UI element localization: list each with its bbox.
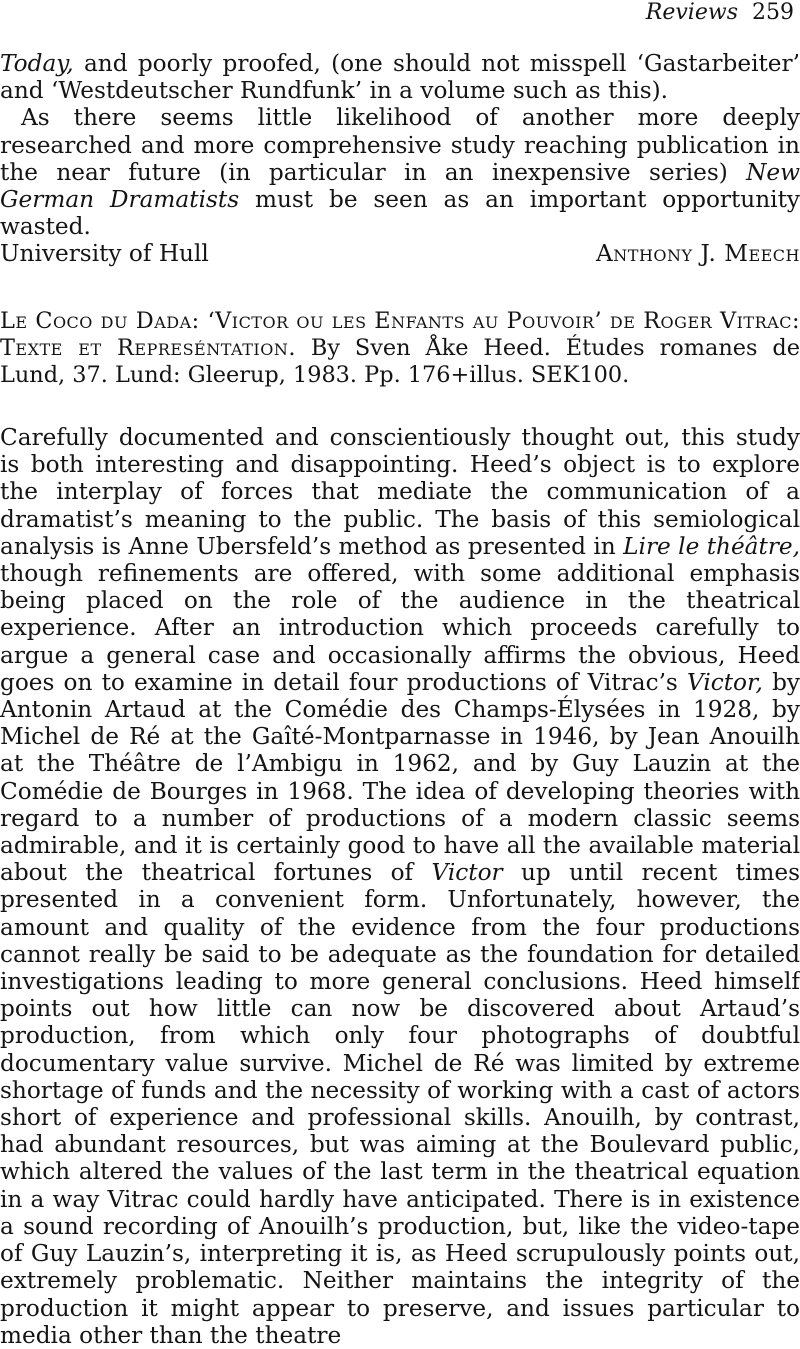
paragraph-text: Carefully documented and conscientiously thought out, this study is both interesting and disappointing. Heed’s object is to explore the interplay of forces that mediate the communication of a dramatist’s meaning to the public. The basis of this semiological analysis is Anne Ubersfeld’s method as presented in <box>0 424 800 560</box>
title-reference: Today, <box>0 50 74 77</box>
review-book-details: By Sven Åke Heed. Études romanes de Lund, 37. Lund: Gleerup, 1983. Pp. 176+illus. SEK100. <box>0 335 800 389</box>
review-text <box>0 424 800 1349</box>
reviewer-signature <box>0 240 800 267</box>
title-reference: Victor <box>431 859 503 887</box>
paragraph-text: As there seems little likelihood of another more deeply researched and more comprehensive study reaching publication in the near future (in particular in an inexpensive series) <box>0 104 800 186</box>
previous-review-paragraph-2 <box>0 104 800 240</box>
paragraph-text: though refinements are offered, with some additional emphasis being placed on the role of the audience in the theatrical experience. After an introduction which proceeds carefully to argue a general case and occasionally affirms the obvious, Heed goes on to examine in detail four productions of Vitrac’s <box>0 560 800 696</box>
review-heading <box>0 308 800 390</box>
previous-review-paragraph-1 <box>0 50 800 104</box>
paragraph-text: by Antonin Artaud at the Comédie des Champs-Élysées in 1928, by Michel de Ré at the Gaîté-Montparnasse in 1946, by Jean Anouilh at the Théâtre de l’Ambigu in 1962, and by Guy Lauzin at the Comédie de Bourges in 1968. The idea of developing theories with regard to a number of productions of a modern classic seems admirable, and it is certainly good to have all the available material about the theatrical fortunes of <box>0 668 800 887</box>
paragraph-text: and poorly proofed, (one should not misspell ‘Gastarbeiter’ and ‘Westdeutscher Rundfunk’ in a volume such as this). <box>0 50 800 105</box>
title-reference: Victor, <box>686 668 763 696</box>
reviewer-name: Anthony J. Meech <box>596 240 800 268</box>
page-number: 259 <box>752 0 794 25</box>
reviewer-institution: University of Hull <box>0 240 209 268</box>
running-head <box>646 0 794 26</box>
paragraph-text: up until recent times presented in a convenient form. Unfortunately, however, the amount and quality of the evidence from the four productions cannot really be said to be adequate as the foundation for detailed investigations leading to more general conclusions. Heed himself points out how little can now be discovered about Artaud’s production, from which only four photographs of doubtful documentary value survive. Michel de Ré was limited by extreme shortage of funds and the necessity of working with a cast of actors short of experience and professional skills. Anouilh, by contrast, had abundant resources, but was aiming at the Boulevard public, which altered the values of the last term in the theatrical equation in a way Vitrac could hardly have anticipated. There is in existence a sound recording of Anouilh’s production, but, like the video-tape of Guy Lauzin’s, interpreting it is, as Heed scrupulously points out, extremely problematic. Neither maintains the integrity of the production it might appear to preserve, and issues particular to media other than the theatre <box>0 859 800 1349</box>
title-reference: New German Dramatists <box>0 158 800 214</box>
paragraph-text: must be seen as an important opportunity wasted. <box>0 186 800 241</box>
review-paragraph <box>0 424 800 1349</box>
title-reference: Lire le théâtre, <box>623 532 800 560</box>
previous-review-end <box>0 50 800 268</box>
review-book-title: Le Coco du Dada: ‘Victor ou les Enfants au Pouvoir’ de Roger Vitrac: Texte et Represéntation. <box>0 308 800 362</box>
running-head-section: Reviews <box>645 0 738 25</box>
